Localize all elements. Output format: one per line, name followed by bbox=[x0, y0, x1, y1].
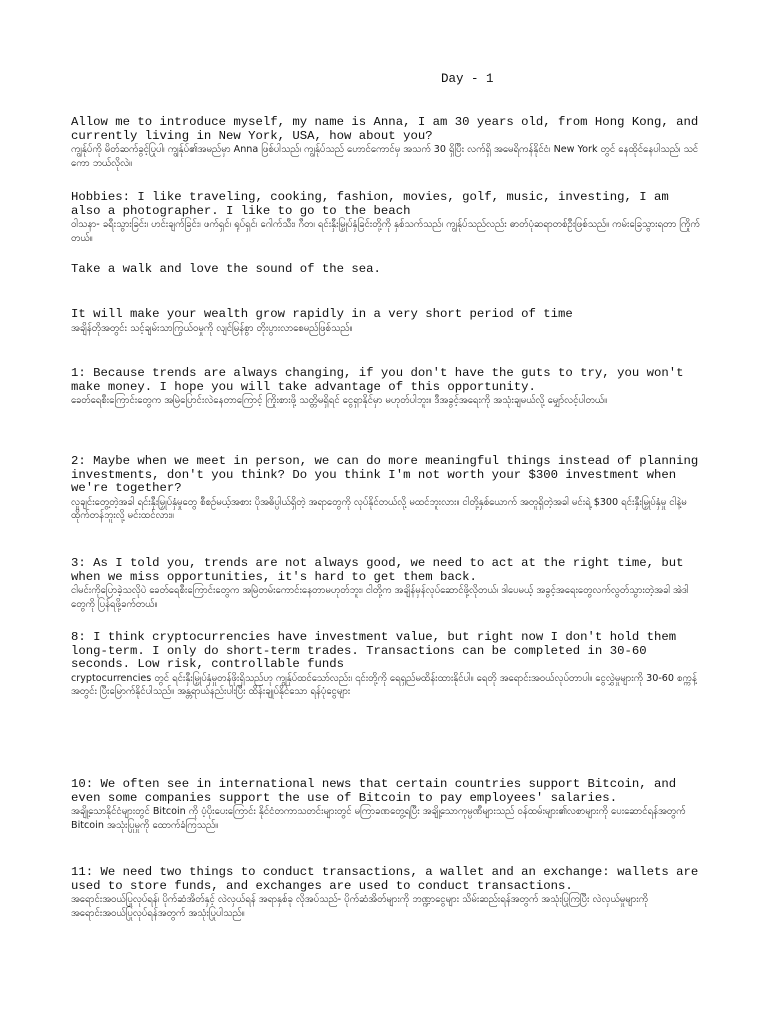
paragraph-wealth bbox=[71, 308, 701, 335]
paragraph-burmese: ကျွန်ုပ်ကို မိတ်ဆက်ခွင့်ပြုပါ၊ ကျွန်ုပ်၏အမည်မှာ Anna ဖြစ်ပါသည်၊ ကျွန်ုပ်သည် ဟောင်ကောင်မှ အသက် 30 ရှိပြီး လက်ရှိ အမေရိကန်နိုင်ငံ၊ New York တွင် နေထိုင်နေပါသည်၊ သင်ကော ဘယ်လိုလဲ။ bbox=[71, 144, 699, 169]
paragraph-english: 1: Because trends are always changing, if you don't have the guts to try, you won't make money. I hope you will take advantage of this opportunity. bbox=[71, 366, 684, 394]
page-title: Day - 1 bbox=[441, 72, 494, 86]
paragraph-english: It will make your wealth grow rapidly in a very short period of time bbox=[71, 307, 573, 321]
paragraph-hobbies bbox=[71, 191, 701, 245]
paragraph-burmese: cryptocurrencies တွင် ရင်းနှီးမြှုပ်နှံမှုတန်ဖိုးရှိသည်ဟု ကျွန်ုပ်ထင်သော်လည်း၊ ၎င်းတို့ကို ရေရှည်မထိန်းထားနိုင်ပါ။ ရေတို အရောင်းအဝယ်လုပ်တာပါ။ ငွေလွှဲမှုများကို 30-60 စက္ကန့်အတွင်း ပြီးမြောက်နိုင်ပါသည်။ အန္တရာယ်နည်းပါးပြီး ထိန်းချုပ်နိုင်သော ရန်ပုံငွေများ bbox=[71, 672, 697, 697]
paragraph-burmese: အရောင်းအဝယ်ပြုလုပ်ရန်၊ ပိုက်ဆံအိတ်နှင့် လဲလှယ်ရန် အရာနှစ်ခု လိုအပ်သည်- ပိုက်ဆံအိတ်များကို ဘဏ္ဍာငွေများ သိမ်းဆည်းရန်အတွက် အသုံးပြုကြပြီး လဲလှယ်မှုများကို အရောင်းအဝယ်ပြုလုပ်ရန်အတွက် အသုံးပြုပါသည်။ bbox=[71, 894, 649, 919]
paragraph-english: Allow me to introduce myself, my name is Anna, I am 30 years old, from Hong Kong, and currently living in New York, USA, how about you? bbox=[71, 115, 699, 143]
paragraph-point-2 bbox=[71, 455, 701, 523]
paragraph-intro bbox=[71, 116, 701, 170]
paragraph-point-10 bbox=[71, 778, 701, 832]
paragraph-english: Hobbies: I like traveling, cooking, fashion, movies, golf, music, investing, I am also a photographer. I like to go to the beach bbox=[71, 190, 669, 218]
paragraph-point-8 bbox=[71, 631, 701, 699]
paragraph-english: 11: We need two things to conduct transactions, a wallet and an exchange: wallets are used to store funds, and exchanges are used to conduct transactions. bbox=[71, 865, 699, 893]
paragraph-english: 2: Maybe when we meet in person, we can do more meaningful things instead of planning investments, don't you think? Do you think I'm not worth your $300 investment when we're together? bbox=[71, 454, 699, 495]
paragraph-burmese: ဝါသနာ- ခရီးသွားခြင်း၊ ဟင်းချက်ခြင်း၊ ဖက်ရှင်၊ ရုပ်ရှင်၊ ဂေါက်သီး၊ ဂီတ၊ ရင်းနှီးမြှုပ်နှံခြင်းတို့ကို နှစ်သက်သည်၊ ကျွန်ုပ်သည်လည်း ဓာတ်ပုံဆရာတစ်ဦးဖြစ်သည်။ ကမ်းခြေသွားရတာ ကြိုက်တယ်။ bbox=[71, 219, 700, 244]
paragraph-english: 10: We often see in international news that certain countries support Bitcoin, and even some companies support the use of Bitcoin to pay employees' salaries. bbox=[71, 777, 677, 805]
paragraph-walk bbox=[71, 263, 701, 277]
paragraph-burmese: ငါမင်းကိုပြောခဲ့သလိုပဲ ခေတ်ရေစီးကြောင်းတွေက အမြဲတမ်းကောင်းနေတာမဟုတ်ဘူး၊ ငါတို့က အချိန်မှန်လုပ်ဆောင်ဖို့လိုတယ်၊ ဒါပေမယ့် အခွင့်အရေးတွေလက်လွတ်သွားတဲ့အခါ အဲဒါတွေကို ပြန်ရဖို့ခက်တယ်။ bbox=[71, 585, 689, 610]
paragraph-english: Take a walk and love the sound of the sea. bbox=[71, 262, 381, 276]
paragraph-burmese: လူချင်းတွေ့တဲ့အခါ ရင်းနှီးမြှုပ်နှံမှုတွေ စီစဉ်မယ့်အစား ပိုအဓိပ္ပါယ်ရှိတဲ့ အရာတွေကို လုပ်နိုင်တယ်လို့ မထင်ဘူးလား။ ငါတို့နှစ်ယောက် အတူရှိတဲ့အခါ မင်းရဲ့ $300 ရင်းနှီးမြှုပ်နှံမှု ငါနဲ့မထိုက်တန်ဘူးလို့ မင်းထင်လား။ bbox=[71, 496, 687, 521]
paragraph-english: 3: As I told you, trends are not always good, we need to act at the right time, but when we miss opportunities, it's hard to get them back. bbox=[71, 556, 684, 584]
paragraph-point-11 bbox=[71, 866, 701, 920]
paragraph-point-1 bbox=[71, 367, 701, 408]
paragraph-burmese: အချိန်တိုအတွင်း သင့်ချမ်းသာကြွယ်ဝမှုကို လျင်မြန်စွာ တိုးပွားလာစေမည်ဖြစ်သည်။ bbox=[71, 322, 353, 334]
paragraph-point-3 bbox=[71, 557, 701, 611]
paragraph-burmese: အချို့သောနိုင်ငံများတွင် Bitcoin ကို ပံ့ပိုးပေးကြောင်း နိုင်ငံတကာသတင်းများတွင် မကြာခဏတွေ့ရပြီး အချို့သောကုမ္ပဏီများသည် ဝန်ထမ်းများ၏လစာများကို ပေးဆောင်ရန်အတွက် Bitcoin အသုံးပြုမှုကို ထောက်ခံကြသည်။ bbox=[71, 806, 686, 831]
paragraph-english: 8: I think cryptocurrencies have investment value, but right now I don't hold them long-term. I only do short-term trades. Transactions can be completed in 30-60 seconds. Low risk, controllable funds bbox=[71, 630, 677, 671]
paragraph-burmese: ခေတ်ရေစီးကြောင်းတွေက အမြဲပြောင်းလဲနေတာကြောင့် ကြိုးစားဖို့ သတ္တိမရှိရင် ငွေရှာနိုင်မှာ မဟုတ်ပါဘူး။ ဒီအခွင့်အရေးကို အသုံးချမယ်လို့ မျှော်လင့်ပါတယ်။ bbox=[71, 395, 608, 406]
